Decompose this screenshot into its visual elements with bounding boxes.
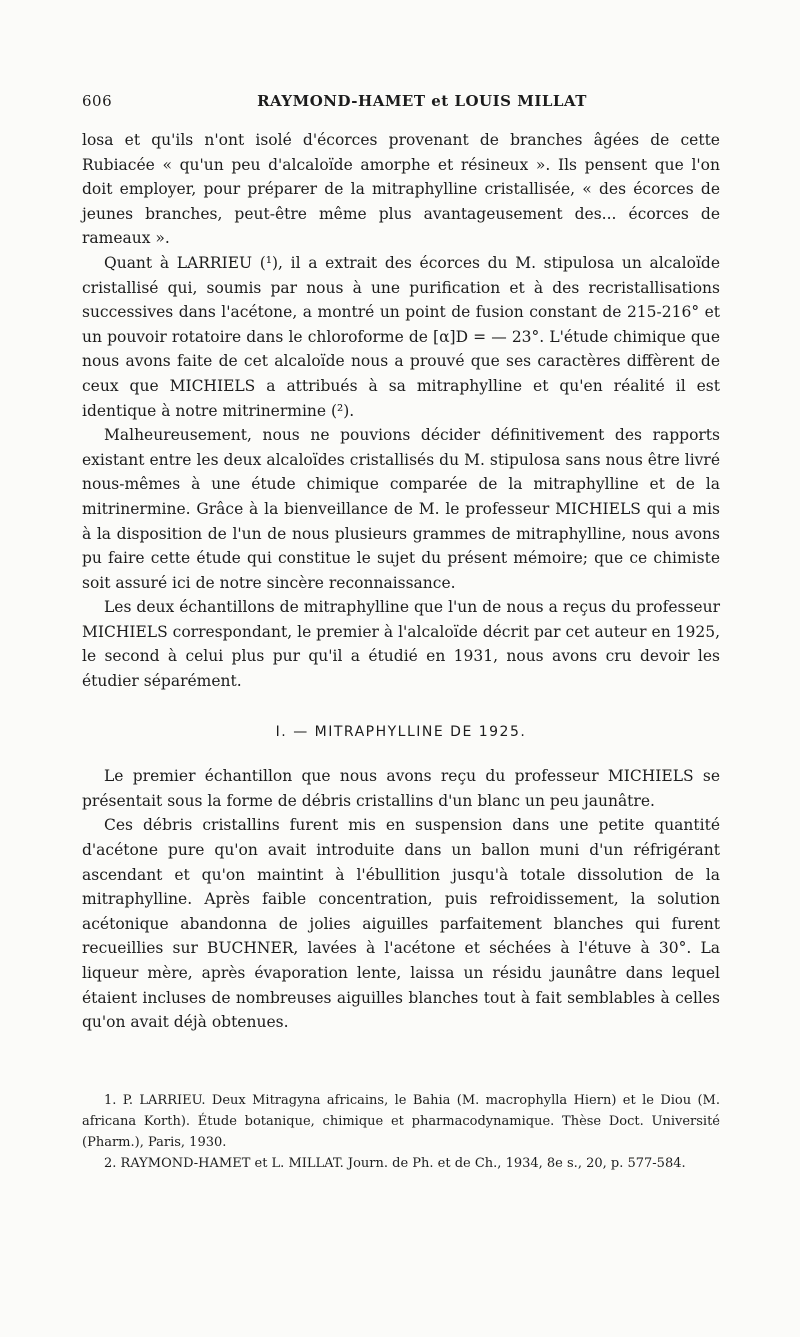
page-number: 606 [82,92,113,110]
paragraph: Malheureusement, nous ne pouvions décider définitivement des rapports existant entre les deux alcaloïdes cristallisés du M. stipulosa sans nous être livré nous-mêmes à une étude chimique comparée de la mitraphylline et de la mitrinermine. Grâce à la bienveillance de M. le professeur MICHIELS qui a mis à la disposition de l'un de nous plusieurs grammes de mitraphylline, nous avons pu faire cette étude qui constitue le sujet du présent mémoire; que ce chimiste soit assuré ici de notre sincère reconnaissance. [82,426,720,592]
paragraph: Les deux échantillons de mitraphylline que l'un de nous a reçus du professeur MICHIELS correspondant, le premier à l'alcaloïde décrit par cet auteur en 1925, le second à celui plus pur qu'il a étudié en 1931, nous avons cru devoir les étudier séparément. [82,598,720,691]
paragraph: Le premier échantillon que nous avons reçu du professeur MICHIELS se présentait sous la forme de débris cristallins d'un blanc un peu jaunâtre. [82,767,720,810]
footnotes [82,1090,720,1174]
main-text [82,128,720,1035]
paragraph: Quant à LARRIEU (¹), il a extrait des écorces du M. stipulosa un alcaloïde cristallisé qui, soumis par nous à une purification et à des recristallisations successives dans l'acétone, a montré un point de fusion constant de 215-216° et un pouvoir rotatoire dans le chloroforme de [α]D = — 23°. L'étude chimique que nous avons faite de cet alcaloïde nous a prouvé que ses caractères diffèrent de ceux que MICHIELS a attribués à sa mitraphylline et qu'en réalité il est identique à notre mitrinermine (²). [82,253,720,420]
section-heading: I. — MITRAPHYLLINE DE 1925. [275,723,527,740]
paragraph: losa et qu'ils n'ont isolé d'écorces provenant de branches âgées de cette Rubiacée « qu'un peu d'alcaloïde amorphe et résineux ». Ils pensent que l'on doit employer, pour préparer de la mitraphylline cristallisée, « des écorces de jeunes branches, peut-être même plus avantageusement des... écorces de rameaux ». [82,131,720,248]
footnote: 2. RAYMOND-HAMET et L. MILLAT. Journ. de Ph. et de Ch., 1934, 8e s., 20, p. 577-584. [104,1156,686,1171]
footnote: 1. P. LARRIEU. Deux Mitragyna africains, le Bahia (M. macrophylla Hiern) et le Diou (M. africana Korth). Étude botanique, chimique et pharmacodynamique. Thèse Doct. Université (Pharm.), Paris, 1930. [82,1093,720,1150]
paragraph: Ces débris cristallins furent mis en suspension dans une petite quantité d'acétone pure qu'on avait introduite dans un ballon muni d'un réfrigérant ascendant et qu'on maintint à l'ébullition jusqu'à totale dissolution de la mitraphylline. Après faible concentration, puis refroidissement, la solution acétonique abandonna de jolies aiguilles parfaitement blanches qui furent recueillies sur BUCHNER, lavées à l'acétone et séchées à l'étuve à 30°. La liqueur mère, après évaporation lente, laissa un résidu jaunâtre dans lequel étaient incluses de nombreuses aiguilles blanches tout à fait semblables à celles qu'on avait déjà obtenues. [82,816,720,1032]
running-title: RAYMOND-HAMET et LOUIS MILLAT [257,92,587,110]
page-header [82,92,722,116]
